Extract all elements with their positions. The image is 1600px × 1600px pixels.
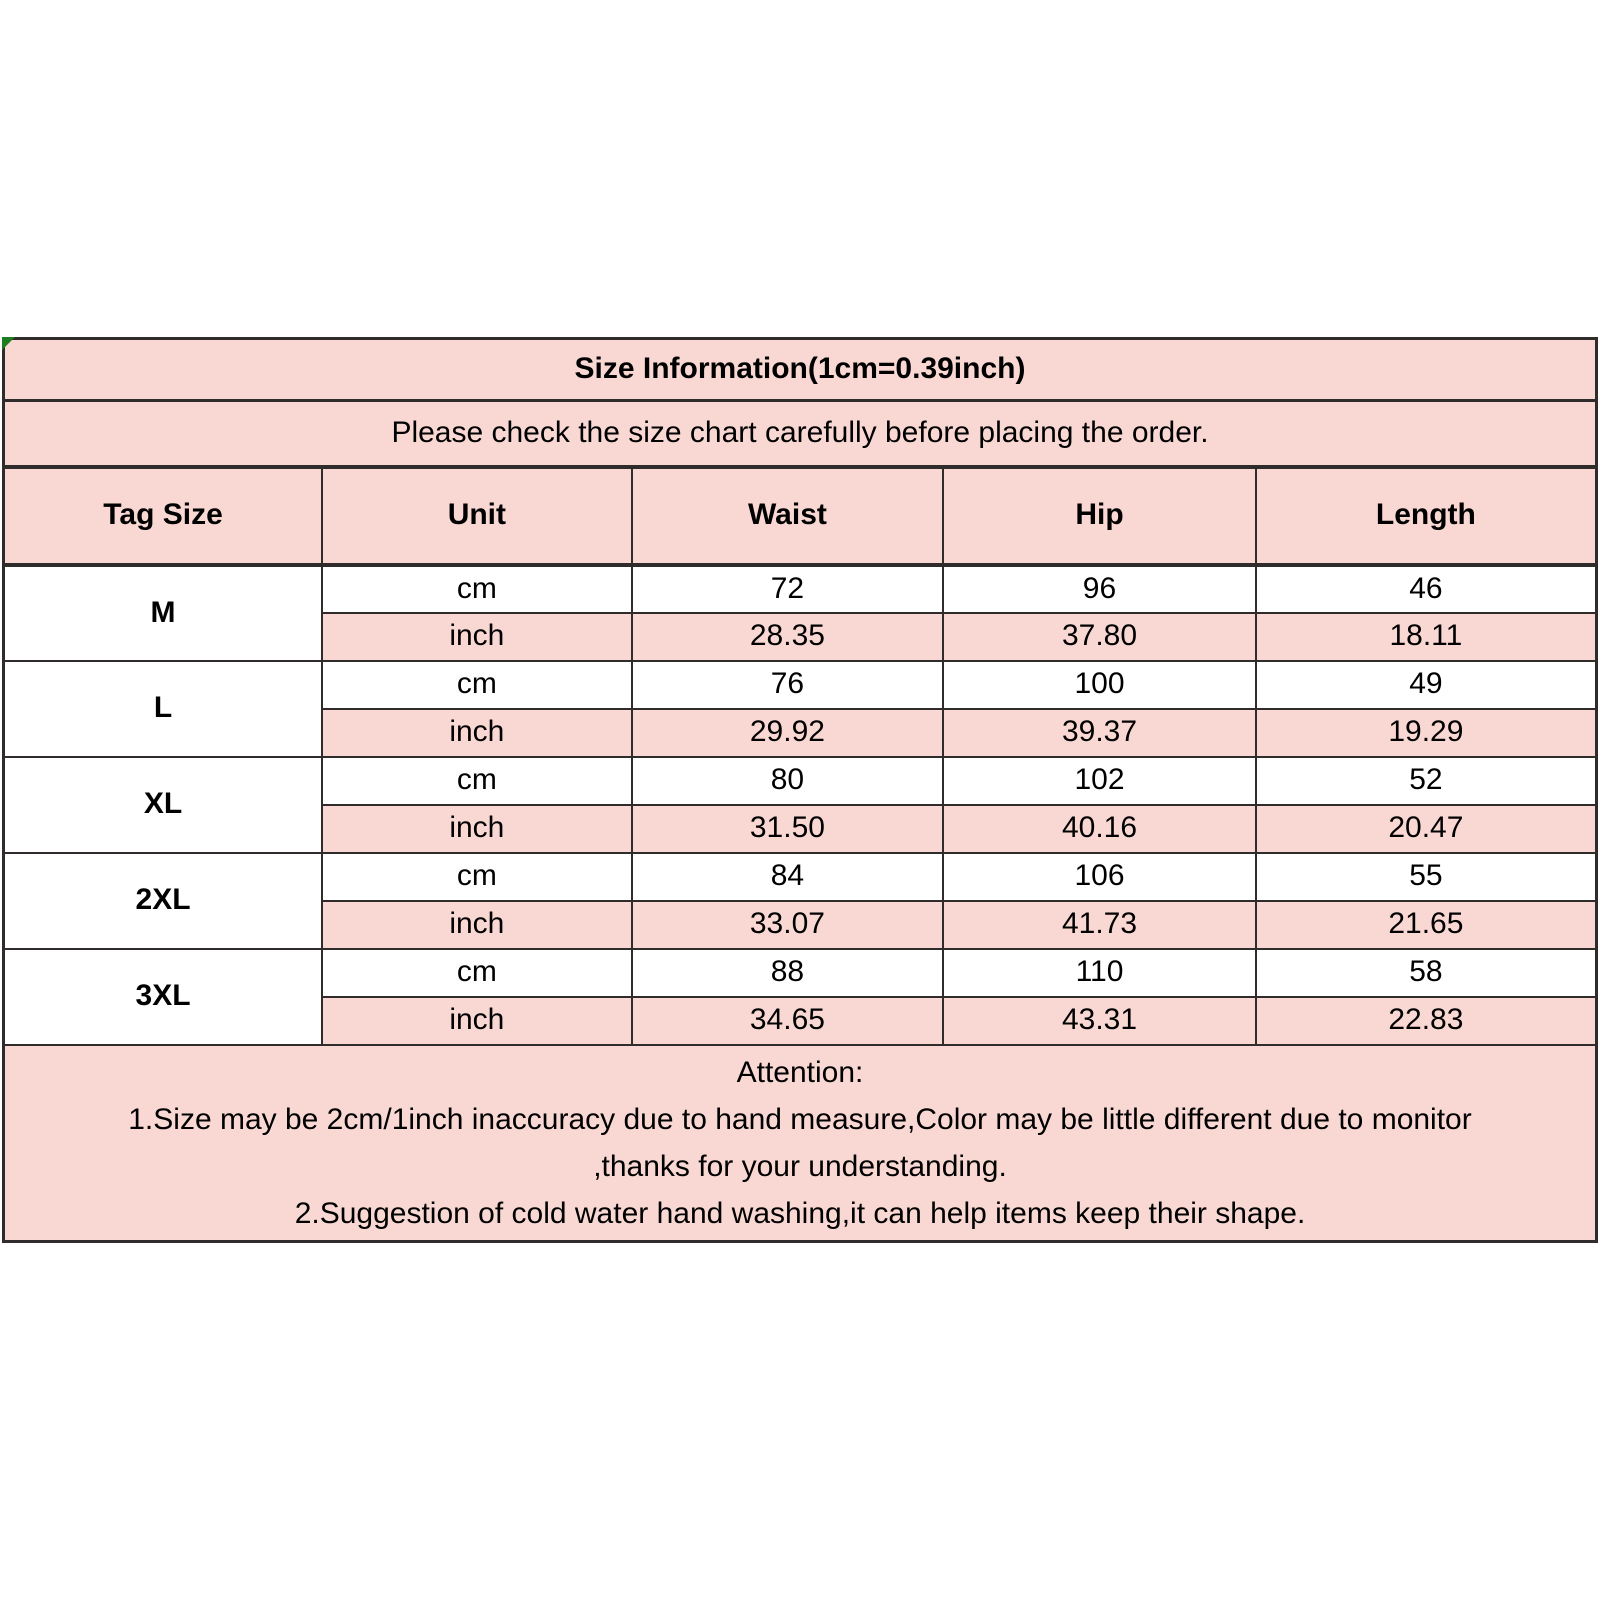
tag-cell-3xl: 3XL xyxy=(4,949,323,1045)
value-cell: 31.50 xyxy=(632,805,944,853)
unit-cell: inch xyxy=(322,709,632,757)
value-cell: 49 xyxy=(1256,661,1597,709)
value-cell: 96 xyxy=(943,565,1256,613)
row-3xl-cm xyxy=(4,949,1597,997)
unit-cell: inch xyxy=(322,805,632,853)
value-cell: 46 xyxy=(1256,565,1597,613)
value-cell: 19.29 xyxy=(1256,709,1597,757)
value-cell: 58 xyxy=(1256,949,1597,997)
value-cell: 22.83 xyxy=(1256,997,1597,1045)
attention-row xyxy=(4,1045,1597,1242)
value-cell: 18.11 xyxy=(1256,613,1597,661)
attention-line-1: 1.Size may be 2cm/1inch inaccuracy due to hand measure,Color may be little different due to monitor xyxy=(128,1102,1472,1136)
unit-cell: inch xyxy=(322,901,632,949)
row-2xl-cm xyxy=(4,853,1597,901)
tag-cell-l: L xyxy=(4,661,323,757)
unit-cell: cm xyxy=(322,853,632,901)
value-cell: 88 xyxy=(632,949,944,997)
value-cell: 37.80 xyxy=(943,613,1256,661)
subtitle-row xyxy=(4,401,1597,467)
value-cell: 84 xyxy=(632,853,944,901)
tag-cell-xl: XL xyxy=(4,757,323,853)
header-tag-size: Tag Size xyxy=(4,467,323,565)
row-l-cm xyxy=(4,661,1597,709)
tag-cell-m: M xyxy=(4,565,323,661)
size-chart-subtitle: Please check the size chart carefully before placing the order. xyxy=(4,401,1597,467)
tag-cell-2xl: 2XL xyxy=(4,853,323,949)
header-unit: Unit xyxy=(322,467,632,565)
value-cell: 29.92 xyxy=(632,709,944,757)
unit-cell: cm xyxy=(322,661,632,709)
attention-note xyxy=(4,1045,1597,1242)
attention-line-3: 2.Suggestion of cold water hand washing,it can help items keep their shape. xyxy=(294,1196,1306,1230)
value-cell: 76 xyxy=(632,661,944,709)
size-chart-sheet xyxy=(2,337,1598,1262)
value-cell: 39.37 xyxy=(943,709,1256,757)
row-m-cm xyxy=(4,565,1597,613)
value-cell: 28.35 xyxy=(632,613,944,661)
value-cell: 102 xyxy=(943,757,1256,805)
unit-cell: inch xyxy=(322,613,632,661)
value-cell: 110 xyxy=(943,949,1256,997)
value-cell: 43.31 xyxy=(943,997,1256,1045)
value-cell: 106 xyxy=(943,853,1256,901)
attention-heading: Attention: xyxy=(736,1055,864,1089)
unit-cell: cm xyxy=(322,565,632,613)
attention-line-2: ,thanks for your understanding. xyxy=(593,1149,1007,1183)
title-row xyxy=(4,339,1597,401)
header-length: Length xyxy=(1256,467,1597,565)
size-chart-table xyxy=(2,337,1598,1243)
value-cell: 80 xyxy=(632,757,944,805)
header-hip: Hip xyxy=(943,467,1256,565)
value-cell: 34.65 xyxy=(632,997,944,1045)
header-waist: Waist xyxy=(632,467,944,565)
value-cell: 33.07 xyxy=(632,901,944,949)
unit-cell: cm xyxy=(322,757,632,805)
value-cell: 100 xyxy=(943,661,1256,709)
size-chart-title: Size Information(1cm=0.39inch) xyxy=(4,339,1597,401)
unit-cell: cm xyxy=(322,949,632,997)
value-cell: 21.65 xyxy=(1256,901,1597,949)
value-cell: 55 xyxy=(1256,853,1597,901)
value-cell: 20.47 xyxy=(1256,805,1597,853)
row-xl-cm xyxy=(4,757,1597,805)
value-cell: 52 xyxy=(1256,757,1597,805)
header-row xyxy=(4,467,1597,565)
green-corner-marker-icon xyxy=(2,337,15,350)
value-cell: 40.16 xyxy=(943,805,1256,853)
value-cell: 41.73 xyxy=(943,901,1256,949)
unit-cell: inch xyxy=(322,997,632,1045)
value-cell: 72 xyxy=(632,565,944,613)
